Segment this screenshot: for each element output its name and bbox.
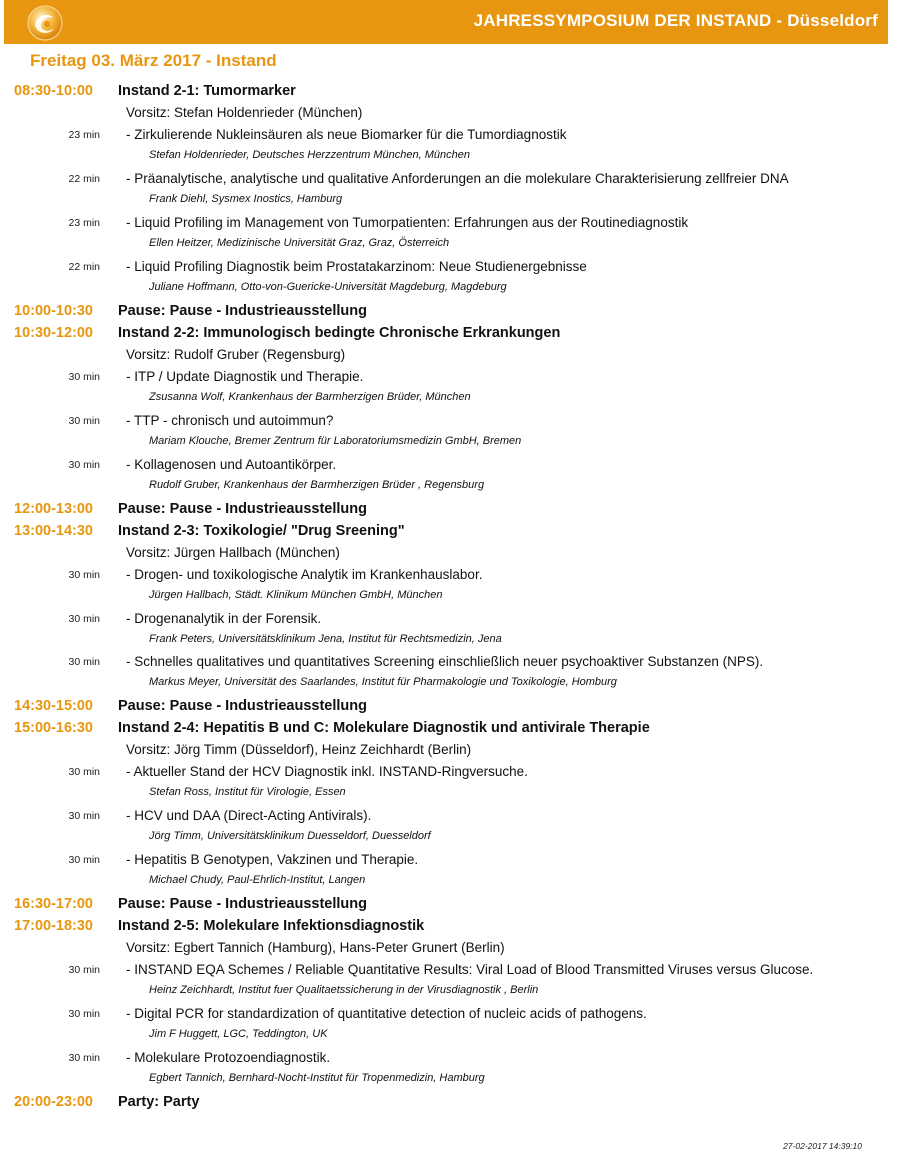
talk-duration: 30 min xyxy=(68,414,100,427)
talk-duration: 30 min xyxy=(68,1052,100,1065)
speaker-row xyxy=(0,589,910,611)
talk-speaker: Frank Diehl, Sysmex Inostics, Hamburg xyxy=(149,192,343,205)
session-title: Pause: Pause - Industrieausstellung xyxy=(118,500,367,517)
chair-row xyxy=(0,742,910,764)
talk-row xyxy=(0,852,910,874)
pause-row xyxy=(0,501,910,523)
talk-row xyxy=(0,1006,910,1028)
talk-title: - Digital PCR for standardization of quantitative detection of nucleic acids of pathogens. xyxy=(126,1006,647,1022)
pause-row xyxy=(0,896,910,918)
session-time: 10:00-10:30 xyxy=(14,302,93,319)
session-time: 08:30-10:00 xyxy=(14,83,93,99)
session-time: 16:30-17:00 xyxy=(14,896,93,913)
session-title: Instand 2-4: Hepatitis B und C: Molekulare Diagnostik und antivirale Therapie xyxy=(118,720,650,737)
speaker-row xyxy=(0,435,910,457)
talk-row xyxy=(0,369,910,391)
talk-row xyxy=(0,1050,910,1072)
talk-speaker: Mariam Klouche, Bremer Zentrum für Laboratoriumsmedizin GmbH, Bremen xyxy=(149,434,522,447)
talk-speaker: Stefan Holdenrieder, Deutsches Herzzentrum München, München xyxy=(149,148,471,161)
pause-row xyxy=(0,303,910,325)
session-time: 20:00-23:00 xyxy=(14,1094,93,1111)
chair-row xyxy=(0,105,910,127)
talk-duration: 30 min xyxy=(68,810,100,823)
session-title: Pause: Pause - Industrieausstellung xyxy=(118,698,367,715)
talk-row xyxy=(0,808,910,830)
talk-title: - Molekulare Protozoendiagnostik. xyxy=(126,1050,331,1066)
session-title: Instand 2-1: Tumormarker xyxy=(118,83,296,99)
talk-title: - Drogen- und toxikologische Analytik im Krankenhauslabor. xyxy=(126,566,483,582)
talk-row xyxy=(0,611,910,633)
session-time: 10:30-12:00 xyxy=(14,324,93,341)
page-header xyxy=(4,0,888,44)
talk-title: - Hepatitis B Genotypen, Vakzinen und Therapie. xyxy=(126,852,419,868)
speaker-row xyxy=(0,874,910,896)
session-header-row xyxy=(0,523,910,545)
session-title: Pause: Pause - Industrieausstellung xyxy=(118,302,367,319)
talk-title: - HCV und DAA (Direct-Acting Antivirals). xyxy=(126,808,372,824)
speaker-row xyxy=(0,984,910,1006)
talk-speaker: Stefan Ross, Institut für Virologie, Essen xyxy=(149,786,346,799)
talk-title: - Drogenanalytik in der Forensik. xyxy=(126,610,322,626)
session-time: 14:30-15:00 xyxy=(14,698,93,715)
session-chair: Vorsitz: Jörg Timm (Düsseldorf), Heinz Zeichhardt (Berlin) xyxy=(126,742,472,758)
speaker-row xyxy=(0,193,910,215)
talk-speaker: Ellen Heitzer, Medizinische Universität Graz, Graz, Österreich xyxy=(149,236,450,249)
talk-title: - TTP - chronisch und autoimmun? xyxy=(126,412,334,428)
talk-duration: 30 min xyxy=(68,458,100,471)
session-header-row xyxy=(0,325,910,347)
talk-duration: 30 min xyxy=(68,568,100,581)
speaker-row xyxy=(0,281,910,303)
talk-speaker: Jim F Huggett, LGC, Teddington, UK xyxy=(149,1028,328,1041)
chair-row xyxy=(0,347,910,369)
speaker-row xyxy=(0,479,910,501)
talk-duration: 30 min xyxy=(68,1008,100,1021)
header-title: JAHRESSYMPOSIUM DER INSTAND - Düsseldorf xyxy=(473,11,878,30)
talk-row xyxy=(0,764,910,786)
talk-row xyxy=(0,171,910,193)
session-header-row xyxy=(0,720,910,742)
speaker-row xyxy=(0,830,910,852)
talk-duration: 30 min xyxy=(68,370,100,383)
talk-speaker: Zsusanna Wolf, Krankenhaus der Barmherzigen Brüder, München xyxy=(149,390,471,403)
speaker-row xyxy=(0,676,910,698)
speaker-row xyxy=(0,149,910,171)
talk-row xyxy=(0,654,910,676)
talk-title: - Liquid Profiling im Management von Tumorpatienten: Erfahrungen aus der Routinediagnostik xyxy=(126,214,689,230)
session-chair: Vorsitz: Jürgen Hallbach (München) xyxy=(126,544,340,560)
session-title: Pause: Pause - Industrieausstellung xyxy=(118,896,367,913)
speaker-row xyxy=(0,1028,910,1050)
session-time: 15:00-16:30 xyxy=(14,720,93,737)
talk-speaker: Michael Chudy, Paul-Ehrlich-Institut, Langen xyxy=(149,874,366,887)
session-title: Instand 2-5: Molekulare Infektionsdiagnostik xyxy=(118,918,425,935)
speaker-row xyxy=(0,237,910,259)
session-title: Instand 2-2: Immunologisch bedingte Chronische Erkrankungen xyxy=(118,324,561,341)
talk-speaker: Markus Meyer, Universität des Saarlandes, Institut für Pharmakologie und Toxikologie, Homburg xyxy=(149,676,617,689)
print-timestamp: 27-02-2017 14:39:10 xyxy=(783,1141,862,1151)
chair-row xyxy=(0,545,910,567)
talk-title: - Aktueller Stand der HCV Diagnostik inkl. INSTAND-Ringversuche. xyxy=(126,764,528,780)
talk-title: - INSTAND EQA Schemes / Reliable Quantitative Results: Viral Load of Blood Transmitted Viruses versus Glucose. xyxy=(126,962,814,978)
talk-title: - Kollagenosen und Autoantikörper. xyxy=(126,456,337,472)
session-time: 17:00-18:30 xyxy=(14,918,93,935)
talk-title: - Liquid Profiling Diagnostik beim Prostatakarzinom: Neue Studienergebnisse xyxy=(126,258,587,274)
talk-duration: 30 min xyxy=(68,656,100,669)
talk-duration: 23 min xyxy=(68,128,100,141)
talk-duration: 30 min xyxy=(68,612,100,625)
pause-row xyxy=(0,698,910,720)
talk-speaker: Jörg Timm, Universitätsklinikum Duesseldorf, Duesseldorf xyxy=(149,830,431,843)
talk-title: - Zirkulierende Nukleinsäuren als neue Biomarker für die Tumordiagnostik xyxy=(126,126,567,142)
session-chair: Vorsitz: Rudolf Gruber (Regensburg) xyxy=(126,346,346,362)
talk-speaker: Heinz Zeichhardt, Institut fuer Qualitaetssicherung in der Virusdiagnostik , Berlin xyxy=(149,984,539,997)
talk-speaker: Egbert Tannich, Bernhard-Nocht-Institut für Tropenmedizin, Hamburg xyxy=(149,1072,485,1085)
session-time: 12:00-13:00 xyxy=(14,500,93,517)
talk-duration: 22 min xyxy=(68,172,100,185)
talk-title: - Schnelles qualitatives und quantitatives Screening einschließlich neuer psychoaktiver Substanzen (NPS). xyxy=(126,654,764,670)
session-title: Instand 2-3: Toxikologie/ "Drug Sreening" xyxy=(118,522,405,539)
speaker-row xyxy=(0,1072,910,1094)
pause-row xyxy=(0,1094,910,1116)
speaker-row xyxy=(0,391,910,413)
talk-row xyxy=(0,457,910,479)
day-title: Freitag 03. März 2017 - Instand xyxy=(30,51,277,70)
talk-row xyxy=(0,962,910,984)
talk-duration: 22 min xyxy=(68,260,100,273)
talk-duration: 30 min xyxy=(68,854,100,867)
talk-speaker: Jürgen Hallbach, Städt. Klinikum München GmbH, München xyxy=(149,588,443,601)
session-time: 13:00-14:30 xyxy=(14,522,93,539)
talk-duration: 30 min xyxy=(68,766,100,779)
talk-speaker: Frank Peters, Universitätsklinikum Jena, Institut für Rechtsmedizin, Jena xyxy=(149,632,502,645)
session-header-row xyxy=(0,918,910,940)
talk-speaker: Rudolf Gruber, Krankenhaus der Barmherzigen Brüder , Regensburg xyxy=(149,478,485,491)
talk-row xyxy=(0,259,910,281)
chair-row xyxy=(0,940,910,962)
talk-row xyxy=(0,567,910,589)
talk-duration: 23 min xyxy=(68,216,100,229)
session-title: Party: Party xyxy=(118,1094,200,1111)
talk-title: - ITP / Update Diagnostik und Therapie. xyxy=(126,368,364,384)
session-chair: Vorsitz: Egbert Tannich (Hamburg), Hans-Peter Grunert (Berlin) xyxy=(126,940,505,956)
speaker-row xyxy=(0,786,910,808)
session-chair: Vorsitz: Stefan Holdenrieder (München) xyxy=(126,104,363,120)
session-header-row xyxy=(0,83,910,105)
talk-row xyxy=(0,413,910,435)
speaker-row xyxy=(0,633,910,655)
talk-speaker: Juliane Hoffmann, Otto-von-Guericke-Universität Magdeburg, Magdeburg xyxy=(149,280,507,293)
talk-row xyxy=(0,215,910,237)
talk-row xyxy=(0,127,910,149)
talk-title: - Präanalytische, analytische und qualitative Anforderungen an die molekulare Charakterisierung zellfreier DNA xyxy=(126,170,789,186)
talk-duration: 30 min xyxy=(68,964,100,977)
swirl-logo-icon xyxy=(24,4,66,42)
